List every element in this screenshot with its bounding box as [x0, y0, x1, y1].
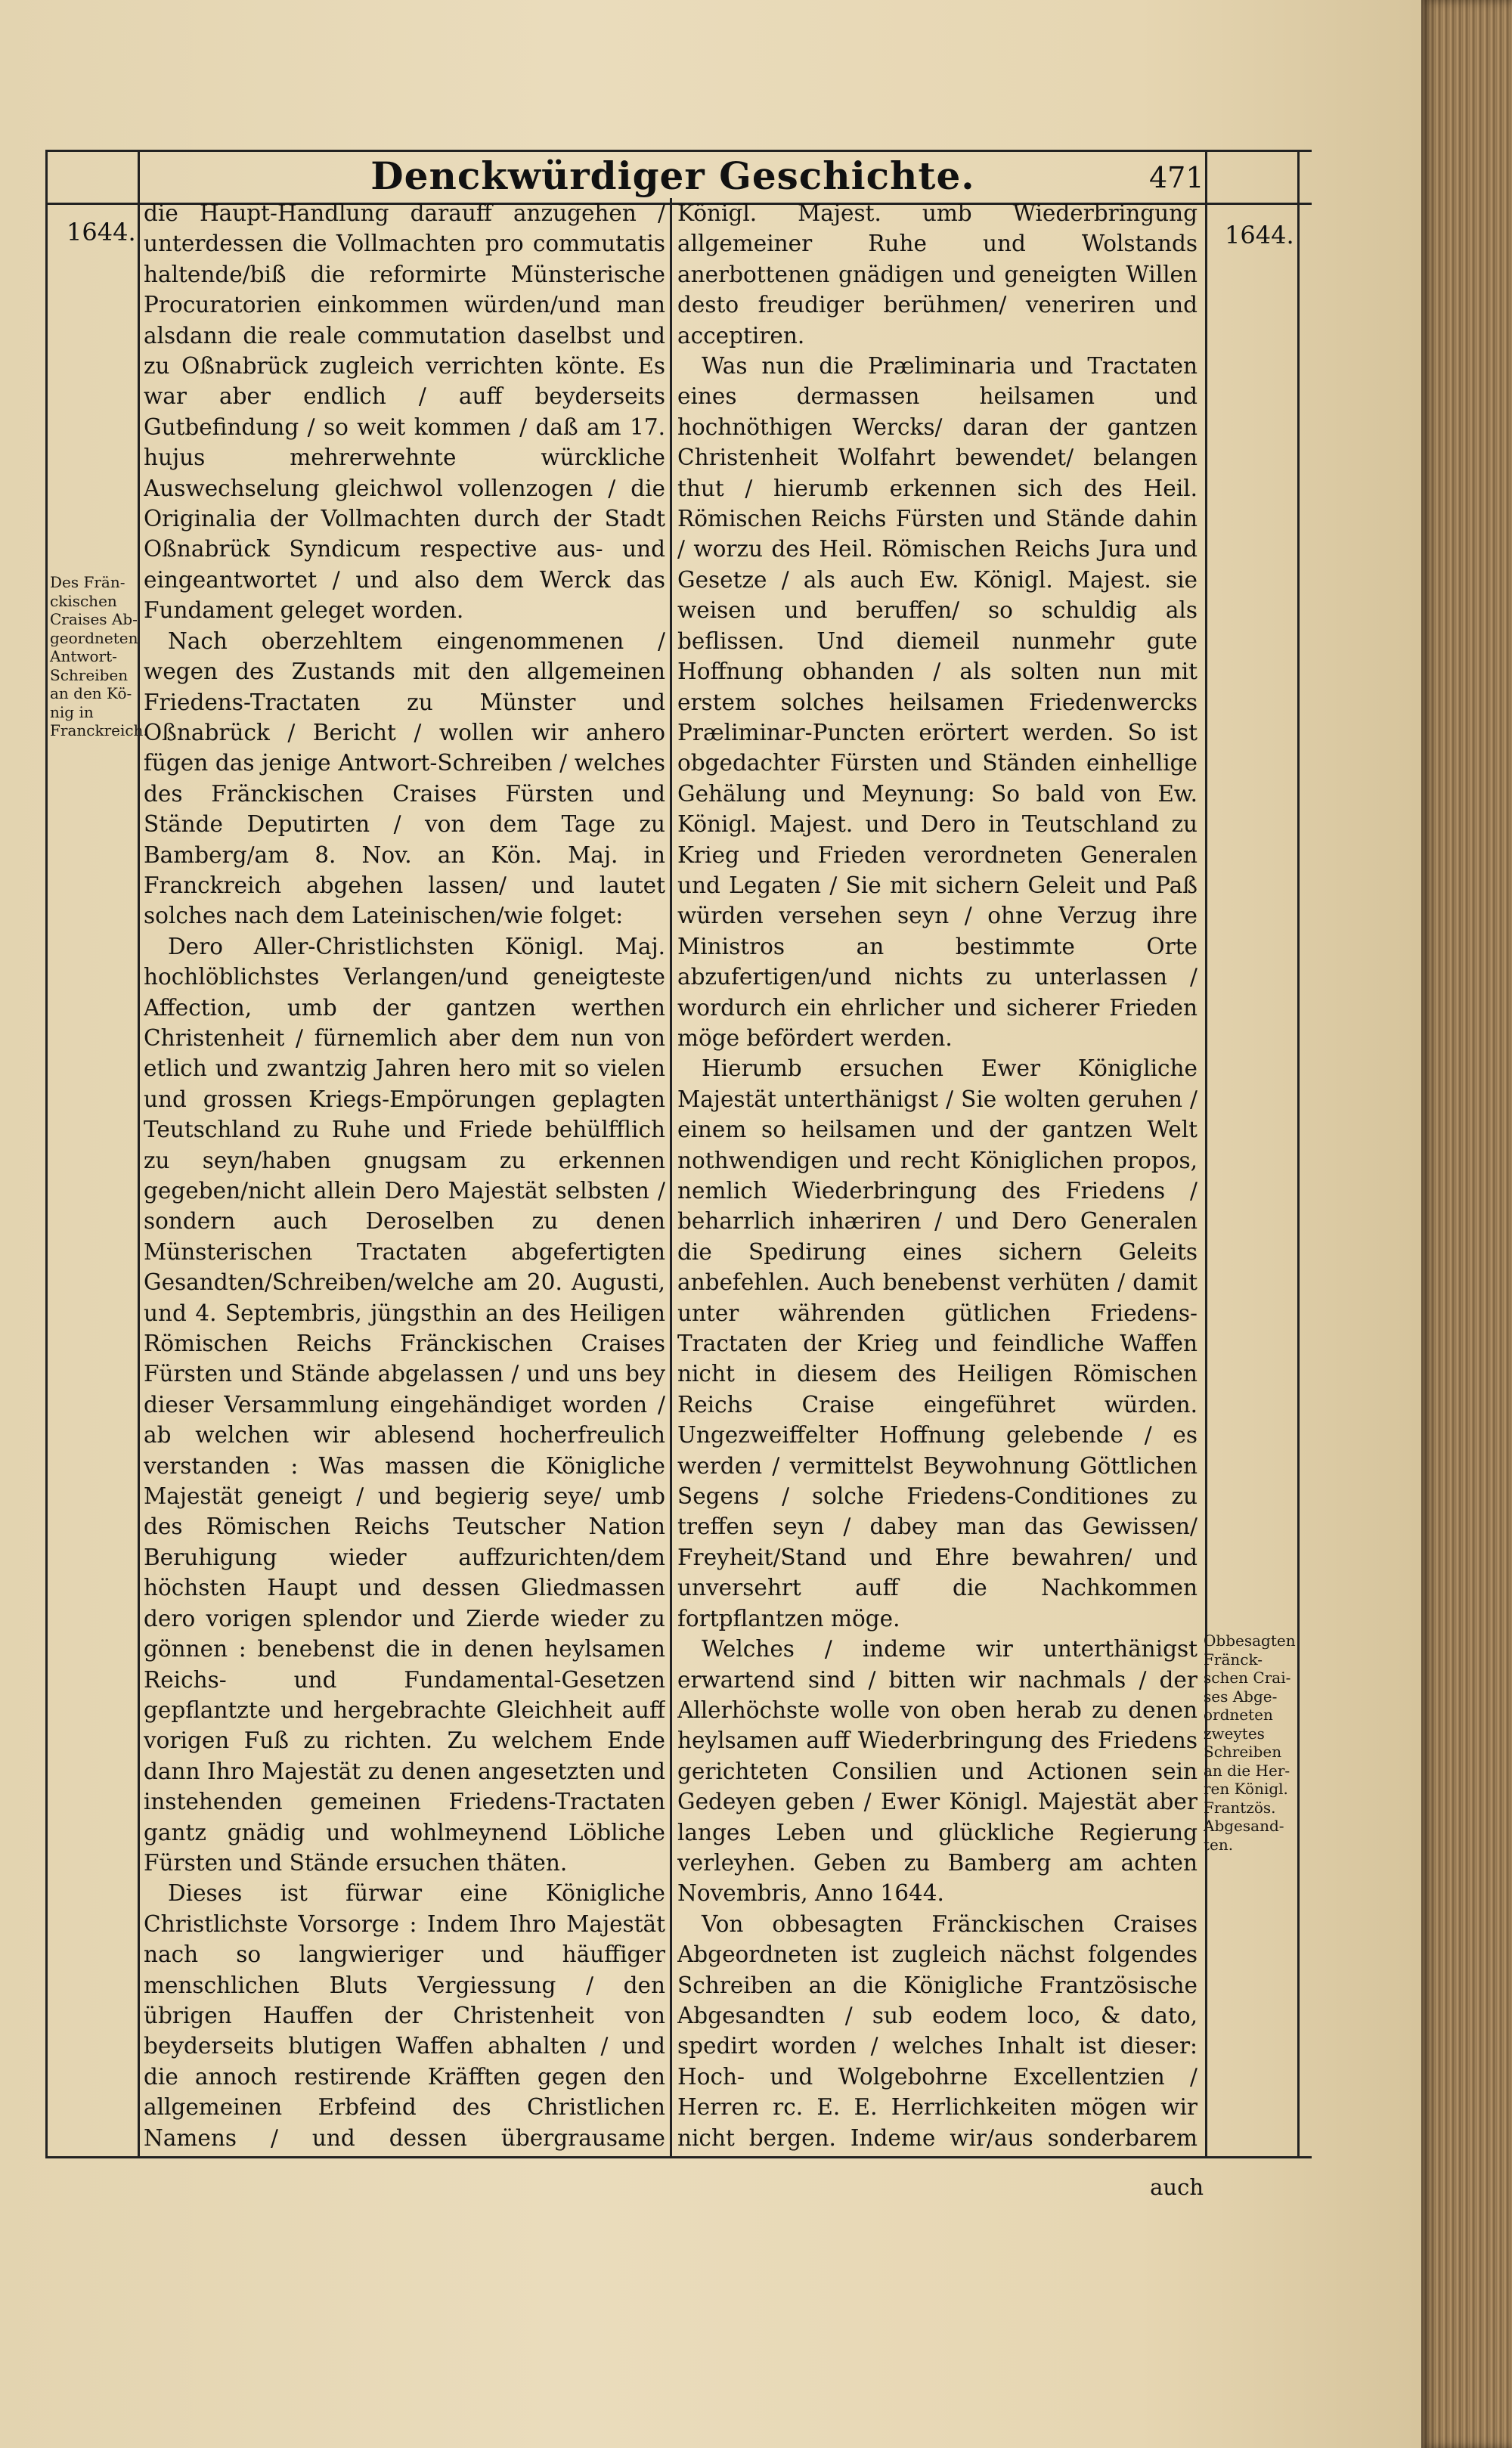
margin-line: Fränck- — [1204, 1650, 1263, 1669]
margin-line: zweytes — [1204, 1724, 1265, 1743]
margin-note-right — [1204, 1631, 1297, 1854]
margin-line: Frantzös. — [1204, 1798, 1276, 1817]
paragraph: Hierumb ersuchen Ewer Königliche Majestät unterthänigst / Sie wolten geruhen / einem so heilsamen und der gantzen Welt nothwendigen und recht Königlichen propos, nemlich Wiederbringung des Friedens / beharrlich inhæriren / und Dero Generalen die Spedirung eines sichern Geleits anbefehlen. Auch benebenst verhüten / damit unter währenden gütlichen Friedens-Tractaten der Krieg und feindliche Waffen nicht in diesem des Heiligen Römischen Reichs Craise eingeführet würden. Ungezweiffelter Hoffnung gelebende / es werden / vermittelst Beywohnung Göttlichen Segens / solche Friedens-Conditiones zu treffen seyn / dabey man das Gewissen/ Freyheit/Stand und Ehre bewahren/ und unversehrt auff die Nachkommen fortpflantzen möge. — [677, 1055, 1198, 1631]
margin-line: Obbesagten — [1204, 1631, 1296, 1650]
left-inner-rule — [138, 150, 140, 2157]
year-right: 1644. — [1225, 221, 1294, 249]
left-outer-rule — [45, 150, 48, 2157]
margin-line: Antwort- — [50, 647, 117, 665]
margin-line: Des Frän- — [50, 573, 125, 591]
paragraph: Was nun die Præliminaria und Tractaten eines dermassen heilsamen und hochnöthigen Wercks/ daran der gantzen Christenheit Wolfahrt bewendet/ belangen thut / hierumb erkennen sich des Heil. Römischen Reichs Fürsten und Stände dahin / worzu des Heil. Römischen Reichs Jura und Gesetze / als auch Ew. Königl. Majest. sie weisen und beruffen/ so schuldig als beflissen. Und diemeil nunmehr gute Hoffnung obhanden / als solten nun mit erstem solches heilsamen Friedenwercks Præliminar-Puncten erörtert werden. So ist obgedachter Fürsten und Ständen einhellige Gehälung und Meynung: So bald von Ew. Königl. Majest. und Dero in Teutschland zu Krieg und Frieden verordneten Generalen und Legaten / Sie mit sichern Geleit und Paß würden versehen seyn / ohne Verzug ihre Ministros an bestimmte Orte abzufertigen/und nichts zu unterlassen / wordurch ein ehrlicher und sicherer Frieden möge befördert werden. — [677, 353, 1198, 1051]
column-divider — [670, 198, 672, 2156]
paragraph: Nach oberzehltem eingenommenen / wegen des Zustands mit den allgemeinen Friedens-Tractaten zu Münster und Oßnabrück / Bericht / wollen wir anhero fügen das jenige Antwort-Schreiben / welches des Fränckischen Craises Fürsten und Stände Deputirten / von dem Tage zu Bamberg/am 8. Nov. an Kön. Maj. in Franckreich abgehen lassen/ und lautet solches nach dem Lateinischen/wie folget: — [144, 627, 665, 929]
margin-line: an die Her- — [1204, 1761, 1290, 1780]
margin-line: ren Königl. — [1204, 1780, 1288, 1798]
right-outer-rule — [1297, 150, 1300, 2157]
page-number: 471 — [1149, 161, 1204, 194]
margin-line: ordneten — [1204, 1706, 1273, 1724]
bottom-rule — [45, 2156, 1312, 2158]
year-left: 1644. — [67, 218, 136, 246]
book-edge — [1421, 0, 1512, 2448]
right-text-column — [677, 198, 1198, 2152]
margin-line: ten. — [1204, 1835, 1234, 1854]
margin-line: ses Abge- — [1204, 1687, 1278, 1706]
paragraph: Dero Aller-Christlichsten Königl. Maj. hochlöblichstes Verlangen/und geneigteste Affection, umb der gantzen werthen Christenheit / fürnemlich aber dem nun von etlich und zwantzig Jahren hero mit so vielen und grossen Kriegs-Empörungen geplagten Teutschland zu Ruhe und Friede behülfflich zu seyn/haben gnugsam zu erkennen gegeben/nicht allein Dero Majestät selbsten / sondern auch Deroselben zu denen Münsterischen Tractaten abgefertigten Gesandten/Schreiben/welche am 20. Augusti, und 4. Septembris, jüngsthin an des Heiligen Römischen Reichs Fränckischen Craises Fürsten und Stände abgelassen / und uns bey dieser Versammlung eingehändiget worden / ab welchen wir ablesend hocherfreulich verstanden : Was massen die Königliche Majestät geneigt / und begierig seye/ umb des Römischen Reichs Teutscher Nation Beruhigung wieder auffzurichten/dem höchsten Haupt und dessen Gliedmassen dero vorigen splendor und Zierde wieder zu gönnen : benebenst die in denen heylsamen Reichs- und Fundamental-Gesetzen gepflantzte und hergebrachte Gleichheit auff vorigen Fuß zu richten. Zu welchem Ende dann Ihro Majestät zu denen angesetzten und instehenden gemeinen Friedens-Tractaten gantz gnädig und wohlmeynend Löbliche Fürsten und Stände ersuchen thäten. — [144, 933, 665, 1876]
margin-line: Abgesand- — [1204, 1817, 1284, 1835]
margin-line: Franckreich. — [50, 721, 148, 739]
margin-line: schen Crai- — [1204, 1669, 1291, 1687]
paragraph: Von obbesagten Fränckischen Craises Abgeordneten ist zugleich nächst folgendes Schreiben an die Königliche Frantzösische Abgesandten / sub eodem loco, & dato, spedirt worden / welches Inhalt ist dieser: Hoch- und Wolgebohrne Excellentzien / Herren rc. E. E. Herrlichkeiten mögen wir nicht bergen. Indeme wir/aus sonderbarem — [677, 1910, 1198, 2151]
margin-line: nig in — [50, 702, 94, 721]
margin-line: an den Kö- — [50, 684, 132, 702]
catchword: auch — [1150, 2174, 1204, 2200]
paragraph: die Haupt-Handlung darauff anzugehen / unterdessen die Vollmachten pro commutatis haltende/biß die reformirte Münsterische Procuratorien einkommen würden/und man alsdann die reale commutation daselbst und zu Oßnabrück zugleich verrichten könte. Es war aber endlich / auff beyderseits Gutbefindung / so weit kommen / daß am 17. hujus mehrerwehnte würckliche Auswechselung gleichwol vollenzogen / die Originalia der Vollmachten durch der Stadt Oßnabrück Syndicum respective aus- und eingeantwortet / und also dem Werck das Fundament geleget worden. — [144, 200, 665, 624]
margin-note-left — [50, 573, 148, 740]
right-inner-rule — [1205, 150, 1207, 2157]
paragraph: Königl. Majest. umb Wiederbringung allgemeiner Ruhe und Wolstands anerbottenen gnädigen und geneigten Willen desto freudiger berühmen/ veneriren und acceptiren. — [677, 200, 1198, 349]
margin-line: geordneten — [50, 628, 138, 647]
paragraph: Dieses ist fürwar eine Königliche Christlichste Vorsorge : Indem Ihro Majestät nach so langwieriger und häuffiger menschlichen Bluts Vergiessung / den übrigen Hauffen der Christenheit von beyderseits blutigen Waffen abhalten / und die annoch restirende Kräfften gegen den allgemeinen Erbfeind des Christlichen Namens / und dessen übergrausame — [144, 1880, 665, 2151]
paragraph: Welches / indeme wir unterthänigst erwartend sind / bitten wir nachmals / der Allerhöchste wolle von oben herab zu denen heylsamen auff Wiederbringung des Friedens gerichteten Consilien und Actionen sein Gedeyen geben / Ewer Königl. Majestät aber langes Leben und glückliche Regierung verleyhen. Geben zu Bamberg am achten Novembris, Anno 1644. — [677, 1636, 1198, 1907]
margin-line: Schreiben — [50, 665, 129, 684]
running-header: Denckwürdiger Geschichte. — [370, 153, 975, 198]
margin-line: Craises Ab- — [50, 610, 138, 628]
left-text-column — [144, 198, 665, 2152]
margin-line: Schreiben — [1204, 1743, 1282, 1761]
margin-line: ckischen — [50, 591, 117, 610]
